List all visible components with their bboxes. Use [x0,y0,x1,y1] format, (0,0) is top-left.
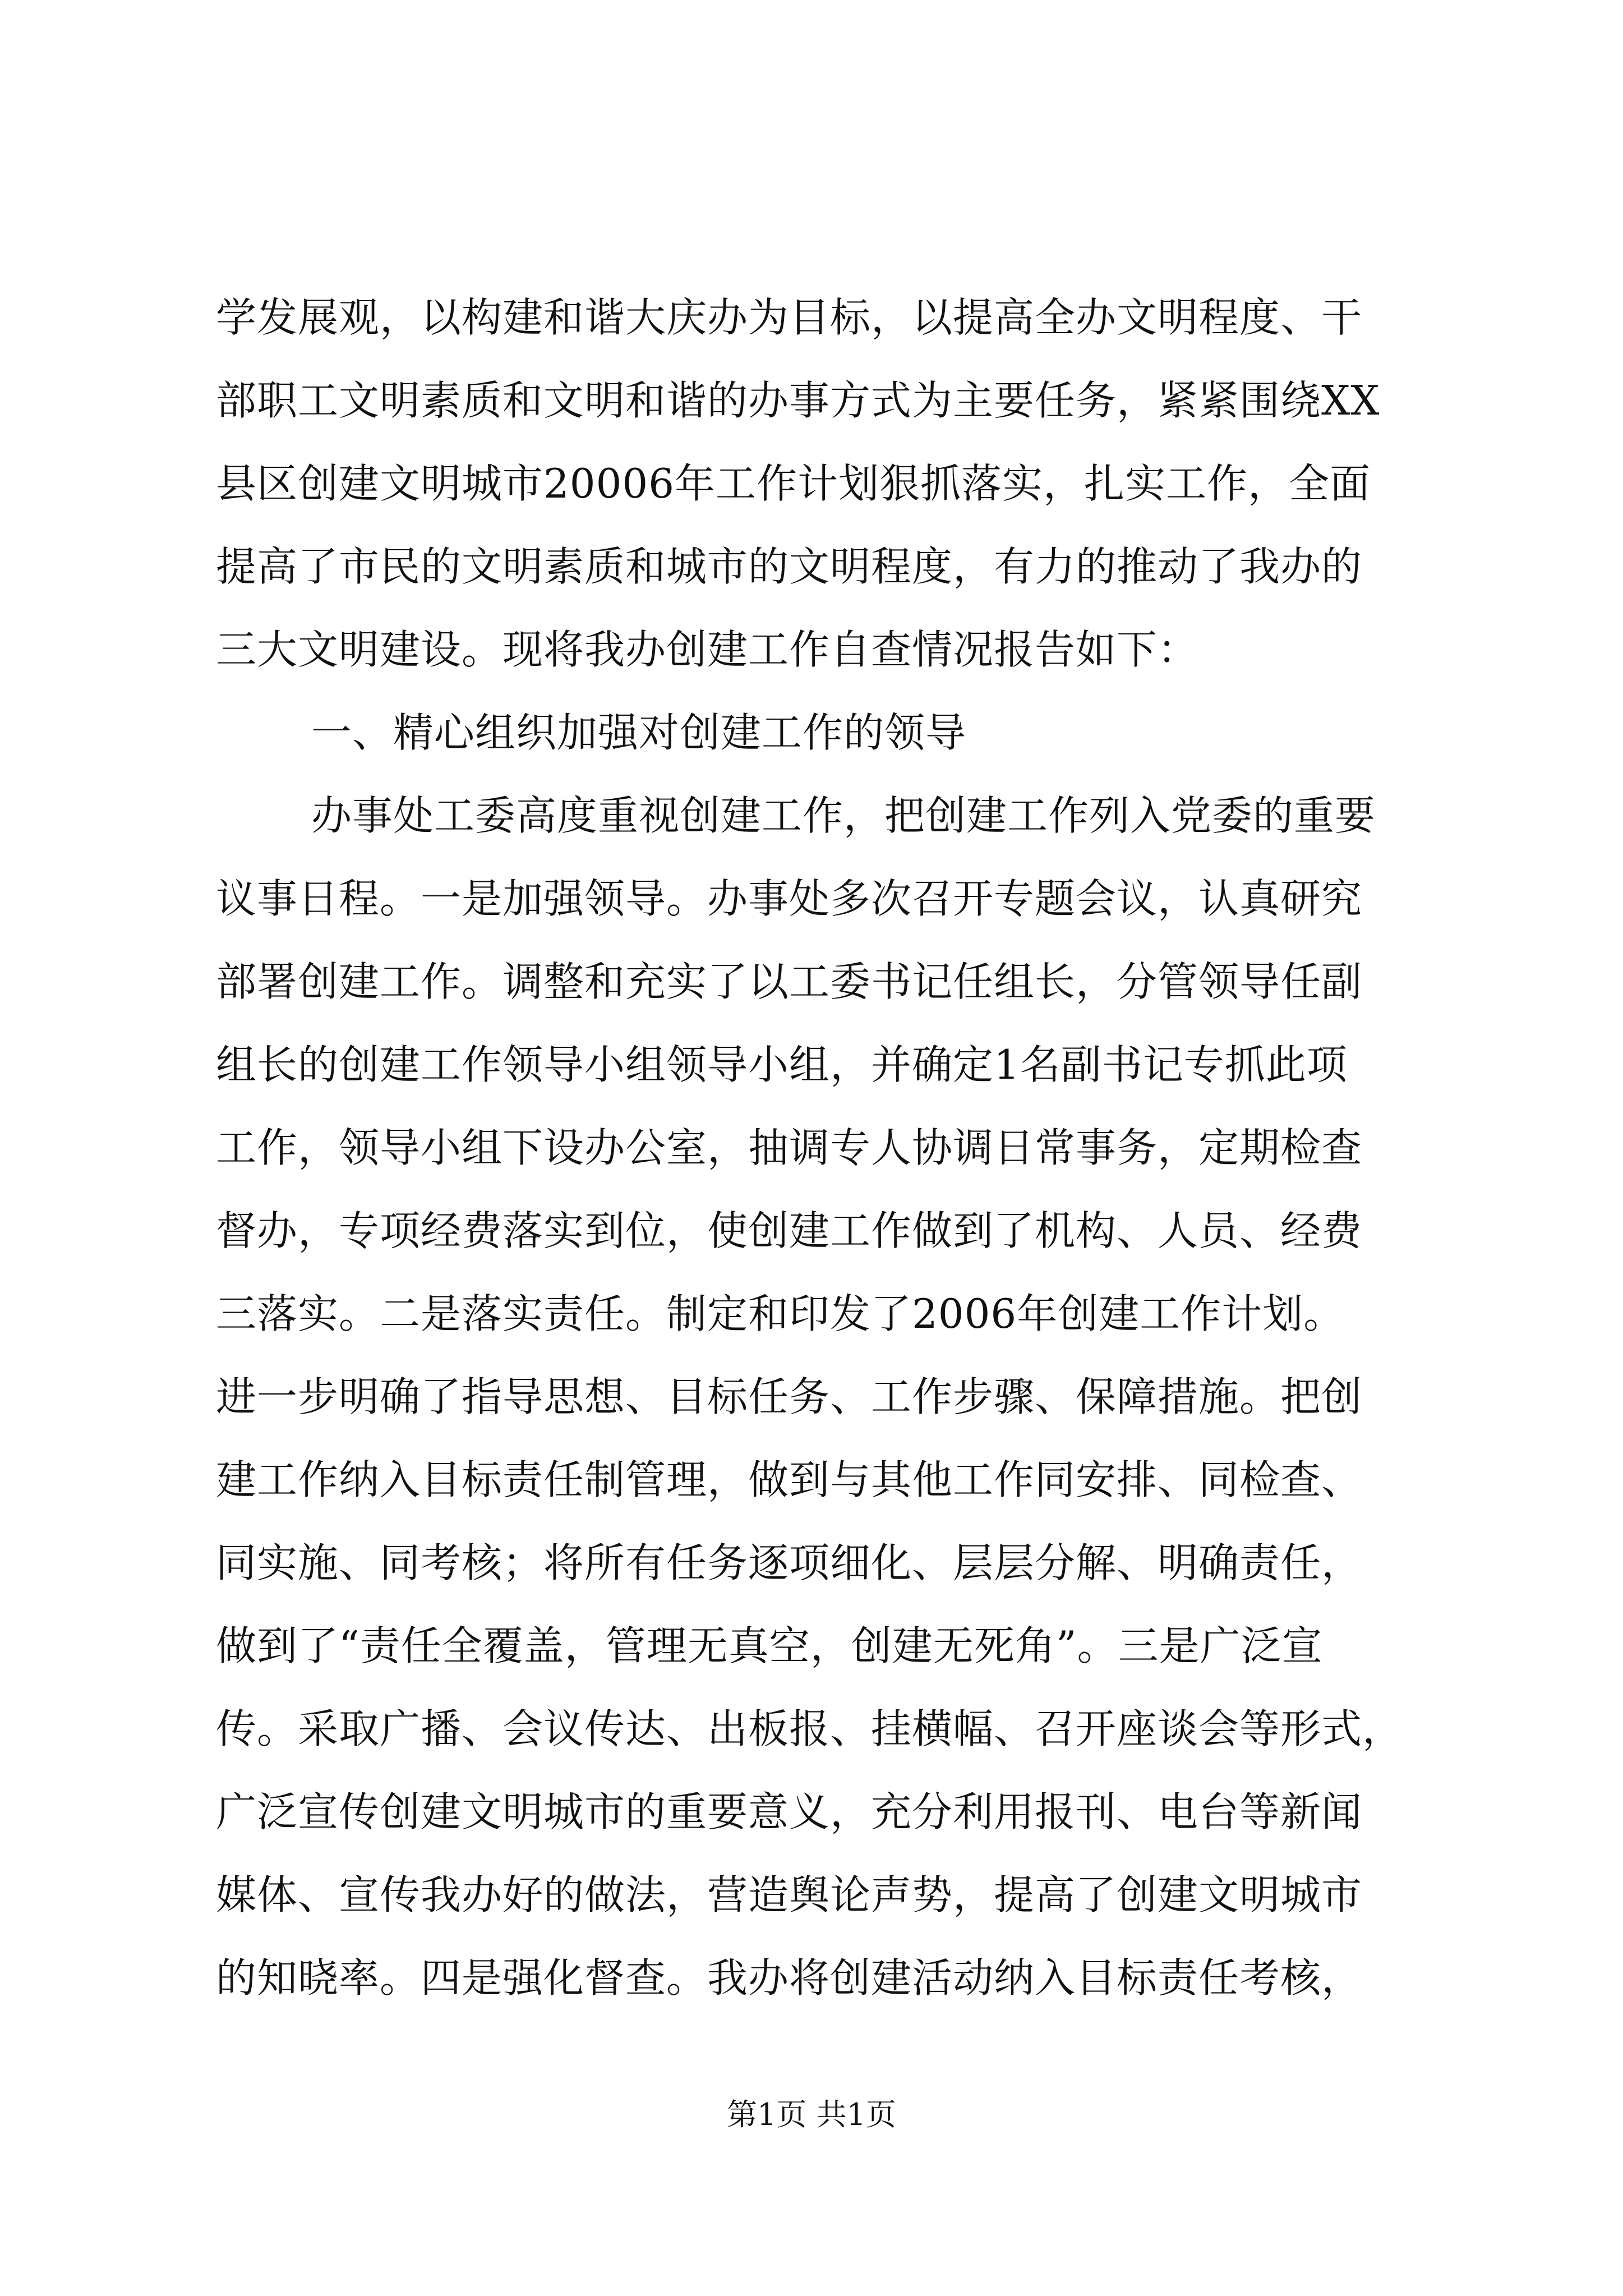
body-line: 工作，领导小组下设办公室，抽调专人协调日常事务，定期检查 [216,1124,1363,1171]
body-line: 部职工文明素质和文明和谐的办事方式为主要任务，紧紧围绕XX [216,377,1380,424]
body-line: 学发展观，以构建和谐大庆办为目标，以提高全办文明程度、干 [216,294,1363,341]
body-line: 建工作纳入目标责任制管理，做到与其他工作同安排、同检查、 [216,1456,1363,1503]
body-line: 进一步明确了指导思想、目标任务、工作步骤、保障措施。把创 [216,1373,1363,1420]
body-line: 议事日程。一是加强领导。办事处多次召开专题会议，认真研究 [216,875,1363,922]
document-body [216,276,1410,2019]
body-line: 做到了“责任全覆盖，管理无真空，创建无死角”。三是广泛宣 [216,1622,1323,1669]
body-line: 部署创建工作。调整和充实了以工委书记任组长，分管领导任副 [216,958,1363,1005]
body-line: 广泛宣传创建文明城市的重要意义，充分利用报刊、电台等新闻 [216,1788,1363,1835]
body-line: 媒体、宣传我办好的做法，营造舆论声势，提高了创建文明城市 [216,1871,1363,1918]
body-line: 提高了市民的文明素质和城市的文明程度，有力的推动了我办的 [216,543,1363,590]
section-heading: 一、精心组织加强对创建工作的领导 [311,709,967,756]
body-line: 的知晓率。四是强化督查。我办将创建活动纳入目标责任考核， [216,1954,1363,2001]
body-line: 传。采取广播、会议传达、出板报、挂横幅、召开座谈会等形式， [216,1705,1404,1752]
paragraph-first-line: 办事处工委高度重视创建工作，把创建工作列入党委的重要 [311,792,1376,839]
page-number-footer: 第1页 共1页 [727,2097,896,2132]
body-line: 同实施、同考核；将所有任务逐项细化、层层分解、明确责任， [216,1539,1363,1586]
body-line: 督办，专项经费落实到位，使创建工作做到了机构、人员、经费 [216,1207,1363,1254]
body-line: 组长的创建工作领导小组领导小组，并确定1名副书记专抓此项 [216,1041,1348,1088]
body-line: 三大文明建设。现将我办创建工作自查情况报告如下： [216,626,1199,673]
body-line: 三落实。二是落实责任。制定和印发了2006年创建工作计划。 [216,1290,1345,1337]
body-line: 县区创建文明城市20006年工作计划狠抓落实，扎实工作，全面 [216,460,1371,507]
